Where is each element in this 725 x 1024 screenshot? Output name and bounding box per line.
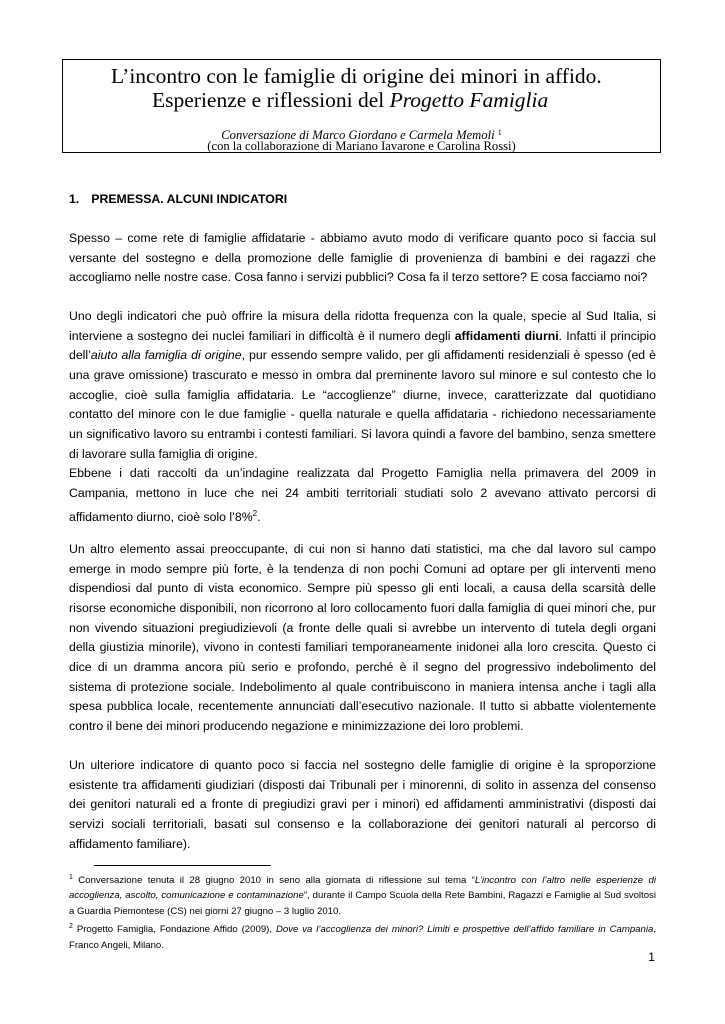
paragraph-2 bbox=[69, 307, 656, 527]
footnote-2-number: 2 bbox=[69, 923, 73, 931]
affidamenti-diurni-bold: affidamenti diurni bbox=[454, 328, 559, 343]
section-title: PREMESSA. ALCUNI INDICATORI bbox=[91, 192, 288, 206]
paragraph-1 bbox=[69, 229, 656, 288]
page-number: 1 bbox=[648, 950, 655, 964]
title-line-1: L’incontro con le famiglie di origine dei minori in affido. bbox=[111, 64, 602, 88]
title-box bbox=[62, 59, 661, 153]
aiuto-famiglia-italic: aiuto alla famiglia di origine bbox=[90, 348, 242, 363]
footnote-ref-2[interactable]: 2 bbox=[252, 508, 258, 518]
footnote-1-part-b: ”, durante il Campo Scuola della Rete Bambini, Ragazzi e Famiglie al Sud svoltosi a Guardia Piemontese (CS) nei giorni 27 giugno – 3 luglio 2010. bbox=[69, 890, 656, 917]
collaboration-line: (con la collaborazione di Mariano Iavarone e Carolina Rossi) bbox=[207, 139, 516, 153]
paragraph-2-part-c: , pur essendo sempre valido, per gli affidamenti residenziali è spesso (ed è una grave omissione) trascurato e messo in ombra dal preminente lavoro sul minore e sul contesto che lo accoglie, cioè sulla famiglia affidataria. Le “accoglienze” diurne, invece, caratterizzate dal quotidiano contatto del minore con le due famiglie - quella naturale e quella affidataria - richiedono necessariamente un significativo lavoro su entrambi i contesti familiari. Si lavora quindi a favore del bambino, senza smettere di lavorare sulla famiglia di origine. bbox=[69, 348, 656, 461]
footnote-2-part-a: Progetto Famiglia, Fondazione Affido (2009), bbox=[72, 924, 276, 936]
paragraph-3-main: Ebbene i dati raccolti da un’indagine realizzata dal Progetto Famiglia nella primavera del 2009 in Campania, mettono in luce che nei 24 ambiti territoriali studiati solo 2 avevano attivato percorsi di affidamento diurno, cioè solo l’8% bbox=[69, 466, 656, 524]
title-line-2 bbox=[152, 88, 548, 112]
paragraph-4 bbox=[69, 540, 656, 737]
paragraph-2-part-a: Uno degli indicatori che può offrire la misura della ridotta frequenza con la quale, specie al Sud Italia, si interviene a sostegno dei nuclei familiari in difficoltà è il numero degli bbox=[69, 309, 656, 343]
paragraph-3-text bbox=[69, 464, 656, 527]
byline-footnote-ref[interactable]: 1 bbox=[497, 128, 502, 137]
title-line-2-text: Esperienze e riflessioni del bbox=[152, 88, 390, 112]
paragraph-5-text: Un ulteriore indicatore di quanto poco si faccia nel sostegno delle famiglie di origine è la sproporzione esistente tra affidamenti giudiziari (disposti dai Tribunali per i minorenni, di solito in assenza del consenso dei genitori naturali ed a fronte di pregiudizi gravi per i minori) ed affidamenti amministrativi (disposti dai servizi sociali territoriali, basati sul consenso e la collaborazione dei genitori naturali al percorso di affidamento familiare). bbox=[69, 758, 656, 851]
byline-text: Conversazione di Marco Giordano e Carmela Memoli bbox=[221, 128, 495, 142]
paragraph-5 bbox=[69, 756, 656, 854]
title-project-name: Progetto Famiglia bbox=[389, 88, 549, 112]
footnote-2-part-b: , Franco Angeli, Milano. bbox=[69, 924, 656, 951]
footnote-1-italic: L’incontro con l’altro nelle esperienze di accoglienza, ascolto, comunicazione e contaminazione bbox=[69, 875, 656, 902]
footnote-1-number: 1 bbox=[69, 874, 73, 881]
footnote-2-italic: Dove va l’accoglienza dei minori? Limiti e prospettive dell’affido familiare in Campania bbox=[275, 924, 654, 936]
paragraph-2-text bbox=[69, 307, 656, 464]
paragraph-1-text: Spesso – come rete di famiglie affidatarie - abbiamo avuto modo di verificare quanto poco si faccia sul versante del sostegno e della promozione delle famiglie di provenienza di bambini e dei ragazzi che accogliamo nelle nostre case. Cosa fanno i servizi pubblici? Cosa fa il terzo settore? E cosa facciamo noi? bbox=[69, 231, 656, 285]
footnote-1-part-a: Conversazione tenuta il 28 giugno 2010 in seno alla giornata di riflessione sul tema “ bbox=[72, 875, 475, 886]
footnote-2 bbox=[69, 919, 656, 953]
paragraph-2-part-b: . Infatti il principio dell’ bbox=[69, 328, 656, 363]
paragraph-3-end: . bbox=[257, 509, 261, 524]
paragraph-4-text: Un altro elemento assai preoccupante, di cui non si hanno dati statistici, ma che dal lavoro sul campo emerge in modo sempre più forte, è la tendenza di non pochi Comuni ad optare per gli interventi meno dispendiosi dal punto di vista economico. Sempre più spesso gli enti locali, a causa della scarsità delle risorse economiche disponibili, non ricorrono al loro collocamento fuori dalla famiglia di quei minori che, pur non vivendo situazioni pregiudizievoli (a fronte delle quali si avrebbe un intervento di tutela degli organi della giustizia minorile), vivono in contesti familiari temporaneamente inidonei alla loro crescita. Questo ci dice di un dramma ancora più serio e profondo, perché è il segno del progressivo indebolimento del sistema di protezione sociale. Indebolimento al quale contribuiscono in maniera intensa anche i tagli alla spesa pubblica locale, recentemente annunciati dall’esecutivo nazionale. Il tutto si abbatte violentemente contro il bene dei minori producendo negazione e minimizzazione dei loro problemi. bbox=[69, 542, 656, 733]
section-heading bbox=[69, 192, 287, 206]
footnote-separator bbox=[94, 865, 271, 866]
footnotes bbox=[69, 870, 656, 953]
section-number: 1. bbox=[69, 192, 80, 206]
footnote-1 bbox=[69, 870, 656, 919]
